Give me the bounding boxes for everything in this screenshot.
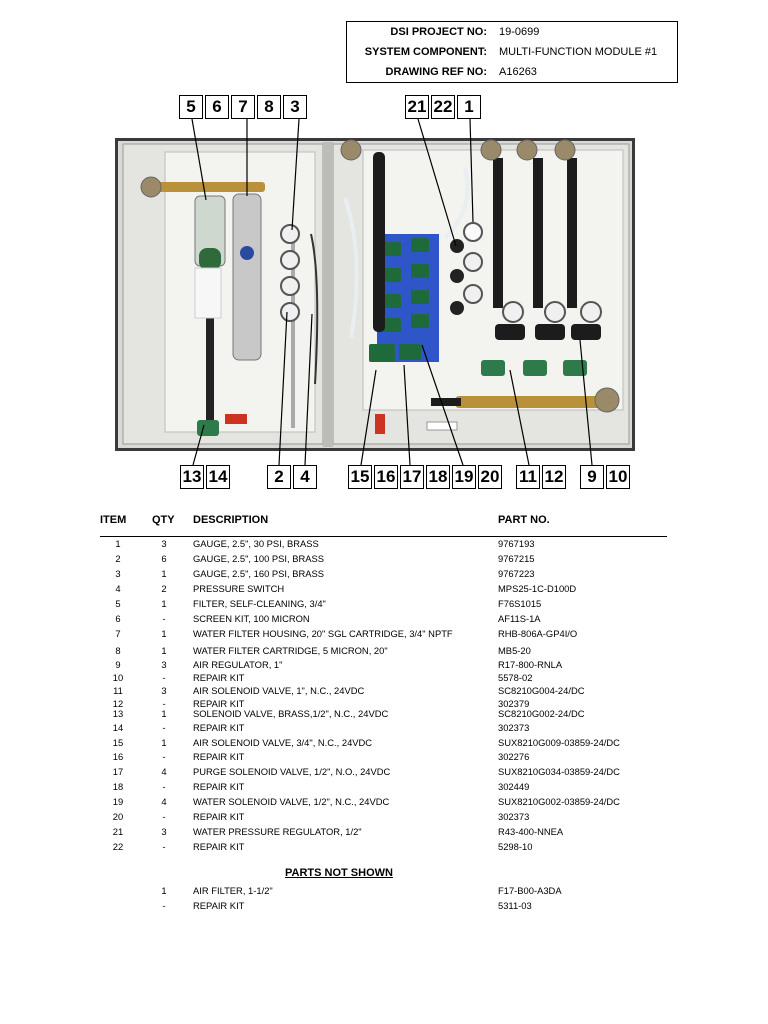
qty-cell: 1 [161,708,167,719]
qty-cell: - [162,698,166,709]
qty-cell: 3 [161,538,167,549]
callout-number: 9 [580,465,604,489]
description-cell: GAUGE, 2.5", 30 PSI, BRASS [193,538,319,549]
item-cell: 14 [112,722,124,733]
item-cell: 9 [115,659,121,670]
qty-cell: 6 [161,553,167,564]
qty-cell: 1 [161,568,167,579]
table-row [0,538,768,550]
part-number-cell: MB5-20 [498,645,531,656]
item-cell: 20 [112,811,124,822]
qty-cell: 1 [161,628,167,639]
column-header-qty: QTY [152,514,175,526]
item-cell: 11 [113,685,123,696]
qty-cell: 3 [161,659,167,670]
description-cell: AIR FILTER, 1-1/2" [193,885,273,896]
project-info-box [346,21,678,83]
component-value: MULTI-FUNCTION MODULE #1 [499,46,658,58]
description-cell: REPAIR KIT [193,811,245,822]
table-row [0,900,768,912]
table-row [0,826,768,838]
table-row [0,583,768,595]
item-cell: 10 [112,672,124,683]
part-number-cell: 302373 [498,811,530,822]
description-cell: AIR SOLENOID VALVE, 3/4", N.C., 24VDC [193,737,373,748]
project-label: DSI PROJECT NO: [390,26,487,38]
part-number-cell: 5578-02 [498,672,533,683]
callout-group-filters [179,95,309,119]
description-cell: WATER SOLENOID VALVE, 1/2", N.C., 24VDC [193,796,390,807]
part-number-cell: R43-400-NNEA [498,826,564,837]
part-number-cell: R17-800-RNLA [498,659,563,670]
item-cell: 21 [112,826,124,837]
drawing-value: A16263 [499,66,537,78]
callout-number: 5 [179,95,203,119]
table-row [0,885,768,897]
callout-group-15-20 [348,465,504,489]
header-divider [100,536,667,537]
callout-number: 11 [516,465,540,489]
description-cell: REPAIR KIT [193,698,245,709]
item-cell: 18 [112,781,124,792]
table-row [0,672,768,684]
item-cell: 13 [112,708,124,719]
callout-number: 20 [478,465,502,489]
part-number-cell: 9767223 [498,568,535,579]
callout-number: 3 [283,95,307,119]
callout-group-2-4 [267,465,319,489]
qty-cell: - [162,613,166,624]
qty-cell: - [162,781,166,792]
callout-number: 7 [231,95,255,119]
callout-number: 12 [542,465,566,489]
item-cell: 15 [112,737,124,748]
table-row [0,659,768,671]
callout-number: 16 [374,465,398,489]
table-row [0,766,768,778]
item-cell: 12 [112,698,124,709]
description-cell: FILTER, SELF-CLEANING, 3/4" [193,598,326,609]
description-cell: PRESSURE SWITCH [193,583,285,594]
qty-cell: - [162,672,166,683]
qty-cell: 4 [161,796,167,807]
table-row [0,722,768,734]
description-cell: AIR SOLENOID VALVE, 1", N.C., 24VDC [193,685,365,696]
table-row [0,645,768,657]
callout-number: 19 [452,465,476,489]
callout-number: 21 [405,95,429,119]
part-number-cell: 302379 [498,698,530,709]
qty-cell: 1 [161,737,167,748]
description-cell: SCREEN KIT, 100 MICRON [193,613,310,624]
part-number-cell: 5298-10 [498,841,533,852]
qty-cell: 1 [161,598,167,609]
part-number-cell: AF11S-1A [498,613,541,624]
item-cell: 4 [115,583,121,594]
description-cell: REPAIR KIT [193,672,245,683]
table-row [0,628,768,640]
table-row [0,841,768,853]
part-number-cell: SC8210G004-24/DC [498,685,585,696]
part-number-cell: 302276 [498,751,530,762]
part-number-cell: 9767193 [498,538,535,549]
callout-number: 18 [426,465,450,489]
item-cell: 7 [115,628,121,639]
qty-cell: 1 [161,885,167,896]
part-number-cell: 5311-03 [498,900,532,911]
part-number-cell: F17-B00-A3DA [498,885,562,896]
table-row [0,811,768,823]
qty-cell: 3 [161,826,167,837]
callout-number: 6 [205,95,229,119]
callout-group-11-12 [516,465,568,489]
part-number-cell: 302449 [498,781,530,792]
description-cell: REPAIR KIT [193,722,245,733]
description-cell: PURGE SOLENOID VALVE, 1/2", N.O., 24VDC [193,766,391,777]
description-cell: REPAIR KIT [193,751,245,762]
part-number-cell: SC8210G002-24/DC [498,708,585,719]
callout-group-9-10 [580,465,632,489]
column-header-part-number: PART NO. [498,514,550,526]
description-cell: WATER PRESSURE REGULATOR, 1/2" [193,826,362,837]
item-cell: 6 [115,613,121,624]
description-cell: REPAIR KIT [193,841,245,852]
callout-number: 13 [180,465,204,489]
callout-number: 17 [400,465,424,489]
callout-group-regulators [405,95,483,119]
qty-cell: - [162,722,166,733]
description-cell: WATER FILTER HOUSING, 20" SGL CARTRIDGE, 3/4" NPTF [193,628,453,639]
table-row [0,685,768,697]
description-cell: GAUGE, 2.5", 160 PSI, BRASS [193,568,324,579]
equipment-photo [115,138,635,451]
description-cell: SOLENOID VALVE, BRASS,1/2", N.C., 24VDC [193,708,389,719]
table-row [0,598,768,610]
part-number-cell: SUX8210G009-03859-24/DC [498,737,620,748]
part-number-cell: MPS25-1C-D100D [498,583,577,594]
table-row [0,751,768,763]
callout-number: 10 [606,465,630,489]
item-cell: 1 [115,538,121,549]
qty-cell: - [162,841,166,852]
part-number-cell: 9767215 [498,553,535,564]
table-row [0,568,768,580]
qty-cell: 1 [161,645,167,656]
item-cell: 19 [112,796,124,807]
table-row [0,613,768,625]
item-cell: 16 [112,751,124,762]
description-cell: WATER FILTER CARTRIDGE, 5 MICRON, 20" [193,645,388,656]
part-number-cell: 302373 [498,722,530,733]
callout-number: 2 [267,465,291,489]
callout-number: 22 [431,95,455,119]
description-cell: GAUGE, 2.5", 100 PSI, BRASS [193,553,324,564]
callout-number: 15 [348,465,372,489]
item-cell: 3 [115,568,121,579]
qty-cell: - [162,811,166,822]
callout-number: 8 [257,95,281,119]
column-header-item: ITEM [100,514,127,526]
table-row [0,553,768,565]
callout-number: 4 [293,465,317,489]
table-row [0,737,768,749]
qty-cell: 3 [161,685,167,696]
column-header-description: DESCRIPTION [193,514,269,526]
part-number-cell: SUX8210G034-03859-24/DC [498,766,620,777]
callout-number: 14 [206,465,230,489]
part-number-cell: RHB-806A-GP4I/O [498,628,578,639]
qty-cell: 4 [161,766,167,777]
callout-group-13-14 [180,465,232,489]
item-cell: 17 [112,766,124,777]
drawing-row [347,64,677,80]
description-cell: REPAIR KIT [193,781,245,792]
component-label: SYSTEM COMPONENT: [364,46,487,58]
table-row [0,781,768,793]
description-cell: AIR REGULATOR, 1" [193,659,283,670]
part-number-cell: SUX8210G002-03859-24/DC [498,796,620,807]
qty-cell: 2 [161,583,167,594]
component-row [347,44,677,60]
item-cell: 2 [115,553,121,564]
item-cell: 22 [112,841,124,852]
qty-cell: - [162,751,166,762]
item-cell: 5 [115,598,121,609]
drawing-label: DRAWING REF NO: [385,66,487,78]
project-row [347,24,677,40]
item-cell: 8 [115,645,121,656]
callout-number: 1 [457,95,481,119]
project-value: 19-0699 [499,26,540,38]
part-number-cell: F76S1015 [498,598,542,609]
description-cell: REPAIR KIT [193,900,245,911]
qty-cell: - [162,900,166,911]
table-row [0,796,768,808]
parts-not-shown-title: PARTS NOT SHOWN [285,867,393,879]
table-row [0,708,768,720]
